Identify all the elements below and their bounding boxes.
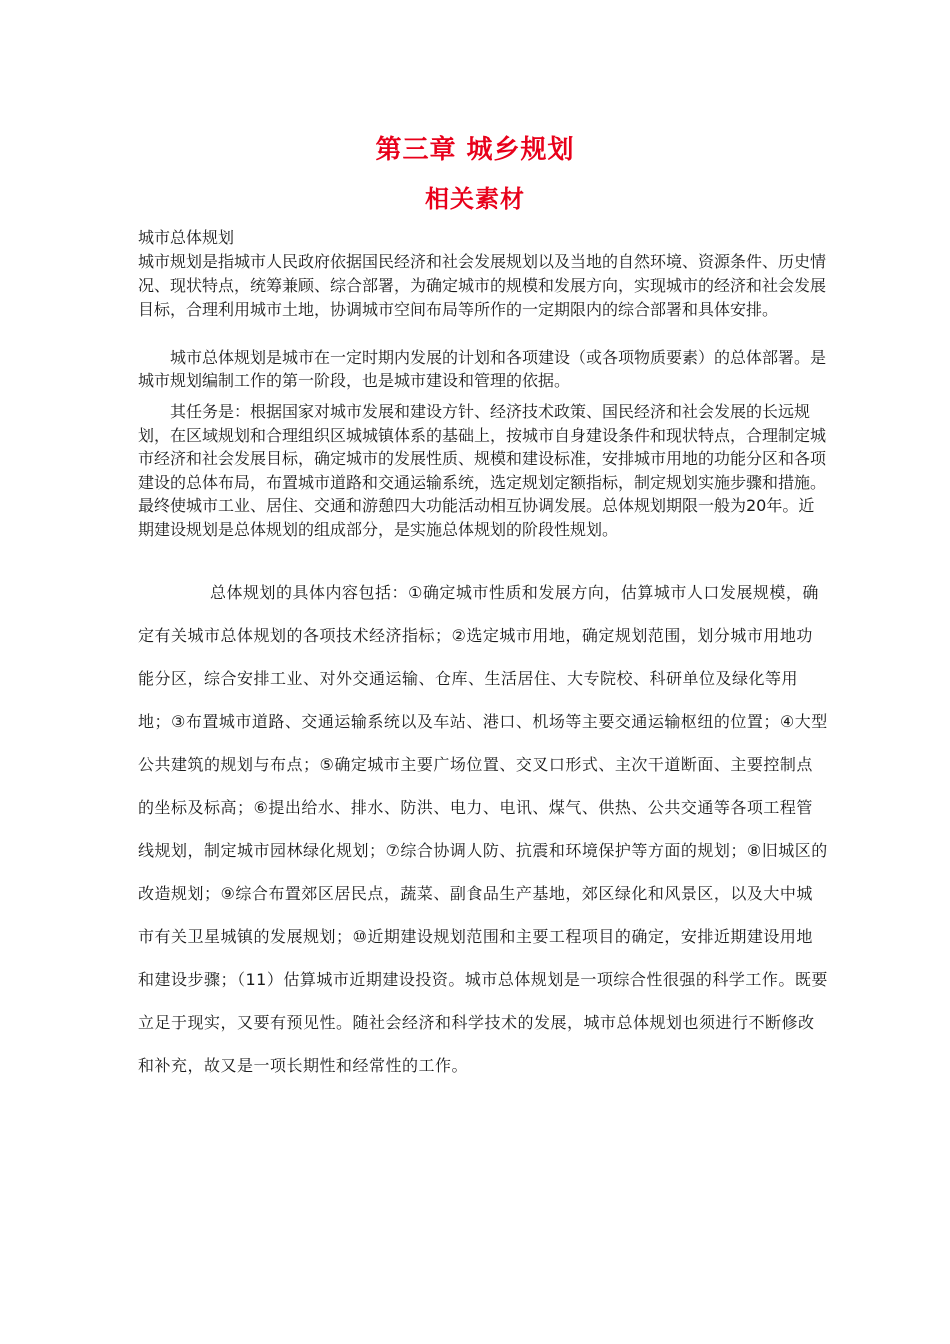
paragraph-definition: 城市规划是指城市人民政府依据国民经济和社会发展规划以及当地的自然环境、资源条件、历史情况、现状特点，统筹兼顾、综合部署，为确定城市的规模和发展方向，实现城市的经济和社会发展目标，合理利用城市土地，协调城市空间布局等所作的一定期限内的综合部署和具体安排。 <box>138 252 827 319</box>
intro-block <box>138 226 828 322</box>
chapter-subtitle: 相关素材 <box>425 185 525 213</box>
paragraph-tasks-block <box>138 400 828 541</box>
section-heading: 城市总体规划 <box>138 228 235 247</box>
paragraph-contents: 总体规划的具体内容包括：①确定城市性质和发展方向，估算城市人口发展规模，确定有关城市总体规划的各项技术经济指标；②选定城市用地，确定规划范围，划分城市用地功能分区，综合安排工业、对外交通运输、仓库、生活居住、大专院校、科研单位及绿化等用地；③布置城市道路、交通运输系统以及车站、港口、机场等主要交通运输枢纽的位置；④大型公共建筑的规划与布点；⑤确定城市主要广场位置、交叉口形式、主次干道断面、主要控制点的坐标及标高；⑥提出给水、排水、防洪、电力、电讯、煤气、供热、公共交通等各项工程管线规划，制定城市园林绿化规划；⑦综合协调人防、抗震和环境保护等方面的规划；⑧旧城区的改造规划；⑨综合布置郊区居民点，蔬菜、副食品生产基地，郊区绿化和风景区，以及大中城市有关卫星城镇的发展规划；⑩近期建设规划范围和主要工程项目的确定，安排近期建设用地和建设步骤；（11）估算城市近期建设投资。城市总体规划是一项综合性很强的科学工作。既要立足于现实，又要有预见性。随社会经济和科学技术的发展，城市总体规划也须进行不断修改和补充，故又是一项长期性和经常性的工作。 <box>138 583 828 1075</box>
paragraph-tasks: 其任务是：根据国家对城市发展和建设方针、经济技术政策、国民经济和社会发展的长远规划，在区域规划和合理组织区城城镇体系的基础上，按城市自身建设条件和现状特点，合理制定城市经济和社会发展目标，确定城市的发展性质、规模和建设标准，安排城市用地的功能分区和各项建设的总体布局，布置城市道路和交通运输系统，选定规划定额指标，制定规划实施步骤和措施。最终使城市工业、居住、交通和游憩四大功能活动相互协调发展。总体规划期限一般为20年。近期建设规划是总体规划的组成部分，是实施总体规划的阶段性规划。 <box>138 402 827 539</box>
chapter-title: 第三章 城乡规划 <box>375 135 575 165</box>
paragraph-contents-block <box>138 571 828 1087</box>
paragraph-master-plan: 城市总体规划是城市在一定时期内发展的计划和各项建设（或各项物质要素）的总体部署。是城市规划编制工作的第一阶段，也是城市建设和管理的依据。 <box>138 348 827 390</box>
paragraph-master-plan-block <box>138 346 828 392</box>
